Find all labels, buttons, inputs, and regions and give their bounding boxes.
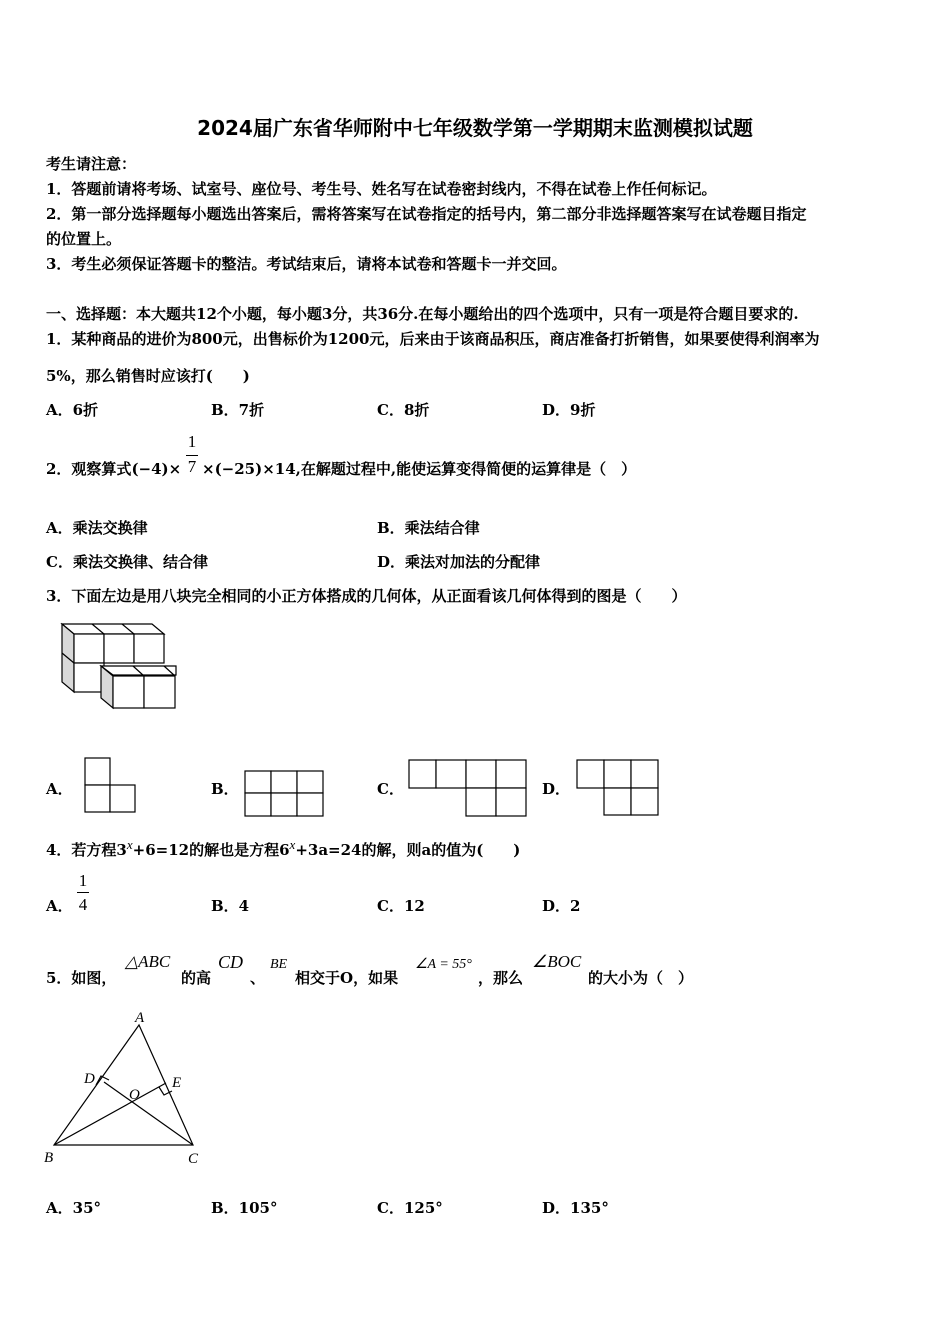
q3-option-a[interactable]: A． <box>46 780 73 798</box>
altitude-cd <box>104 1082 193 1145</box>
q2-option-b[interactable]: B．乘法结合律 <box>377 519 480 537</box>
q3-option-c[interactable]: C． <box>377 780 404 798</box>
q4-option-b[interactable]: B．4 <box>211 897 250 915</box>
notice-item: 的位置上。 <box>46 230 122 248</box>
q4-text-pre: 4．若方程3 <box>46 841 127 859</box>
q5-angle-boc: ∠BOC <box>532 952 582 971</box>
q2-option-d[interactable]: D．乘法对加法的分配律 <box>377 553 541 571</box>
question-2-stem-post: ×(−25)×14,在解题过程中,能使运算变得简便的运算律是（ ） <box>202 460 637 478</box>
vertex-label-a: A <box>135 1010 145 1026</box>
q5-text-then: ，那么 <box>478 969 524 987</box>
question-4-stem <box>46 837 520 860</box>
notice-item: 3．考生必须保证答题卡的整洁。考试结束后，请将本试卷和答题卡一并交回。 <box>46 255 567 273</box>
q3-option-b-figure[interactable] <box>244 770 324 817</box>
q3-option-c-figure[interactable] <box>408 759 528 817</box>
q4-text-mid: +6=12的解也是方程6 <box>132 841 290 859</box>
notice-item: 2．第一部分选择题每小题选出答案后，需将答案写在试卷指定的括号内，第二部分非选择题答案写在试卷题目指定 <box>46 205 807 223</box>
vertex-label-b: B <box>44 1150 54 1166</box>
notice-item: 1．答题前请将考场、试室号、座位号、考生号、姓名写在试卷密封线内，不得在试卷上作任何标记。 <box>46 180 717 198</box>
q1-option-a[interactable]: A．6折 <box>46 401 99 419</box>
notice-heading: 考生请注意： <box>46 155 137 173</box>
q5-option-c[interactable]: C．125° <box>377 1199 443 1217</box>
q5-text-post: 的大小为（ ） <box>588 969 694 987</box>
q2-frac-denominator: 7 <box>187 457 197 476</box>
question-1-stem-cont: 5%，那么销售时应该打( ) <box>46 367 250 385</box>
point-label-o: O <box>129 1087 140 1103</box>
point-label-e: E <box>172 1075 182 1091</box>
q3-cube-solid-figure <box>58 620 183 715</box>
q2-frac-numerator: 1 <box>187 432 197 451</box>
q3-option-b[interactable]: B． <box>211 780 239 798</box>
page-title: 2024届广东省华师附中七年级数学第一学期期末监测模拟试题 <box>197 116 753 140</box>
question-2-stem-pre: 2．观察算式(−4)× <box>46 460 182 478</box>
q5-text-intersect: 相交于O，如果 <box>295 969 399 987</box>
vertex-label-c: C <box>188 1151 199 1167</box>
q4-text-post: +3a=24的解，则a的值为( ) <box>295 841 521 859</box>
q5-segment-be: BE <box>270 957 288 972</box>
q4-frac-bar <box>77 892 89 893</box>
q4-variable-x: x <box>126 837 133 852</box>
q4-option-c[interactable]: C．12 <box>377 897 425 915</box>
q5-option-b[interactable]: B．105° <box>211 1199 278 1217</box>
q5-option-d[interactable]: D．135° <box>542 1199 609 1217</box>
q5-triangle-abc: △ABC <box>125 952 171 971</box>
q2-option-a[interactable]: A．乘法交换律 <box>46 519 148 537</box>
question-1-stem: 1．某种商品的进价为800元，出售标价为1200元，后来由于该商品积压，商店准备打折销售，如果要使得利润率为 <box>46 330 820 348</box>
q3-option-a-figure[interactable] <box>84 757 136 813</box>
q5-text-sep: 、 <box>250 969 266 987</box>
q2-frac-bar <box>186 455 198 456</box>
q5-angle-a: ∠A = 55° <box>415 957 472 972</box>
section-heading: 一、选择题：本大题共12个小题，每小题3分，共36分.在每小题给出的四个选项中，只有一项是符合题目要求的. <box>46 305 799 323</box>
q4-option-a[interactable]: A． <box>46 897 73 915</box>
q4-option-d[interactable]: D．2 <box>542 897 581 915</box>
q4-frac-denominator: 4 <box>78 895 88 914</box>
point-label-d: D <box>84 1071 95 1087</box>
q3-option-d-figure[interactable] <box>576 759 660 817</box>
q5-segment-cd: CD <box>218 952 244 972</box>
q5-text-pre: 5．如图， <box>46 969 117 987</box>
q1-option-b[interactable]: B．7折 <box>211 401 265 419</box>
q5-option-a[interactable]: A．35° <box>46 1199 102 1217</box>
q2-option-c[interactable]: C．乘法交换律、结合律 <box>46 553 208 571</box>
question-3-stem: 3．下面左边是用八块完全相同的小正方体搭成的几何体，从正面看该几何体得到的图是（ ） <box>46 587 687 605</box>
q4-variable-x: x <box>289 837 296 852</box>
q4-frac-numerator: 1 <box>78 871 88 890</box>
q1-option-c[interactable]: C．8折 <box>377 401 430 419</box>
q1-option-d[interactable]: D．9折 <box>542 401 596 419</box>
q3-option-d[interactable]: D． <box>542 780 571 798</box>
q5-triangle-figure <box>40 1005 210 1170</box>
q5-text-height: 的高 <box>181 969 212 987</box>
